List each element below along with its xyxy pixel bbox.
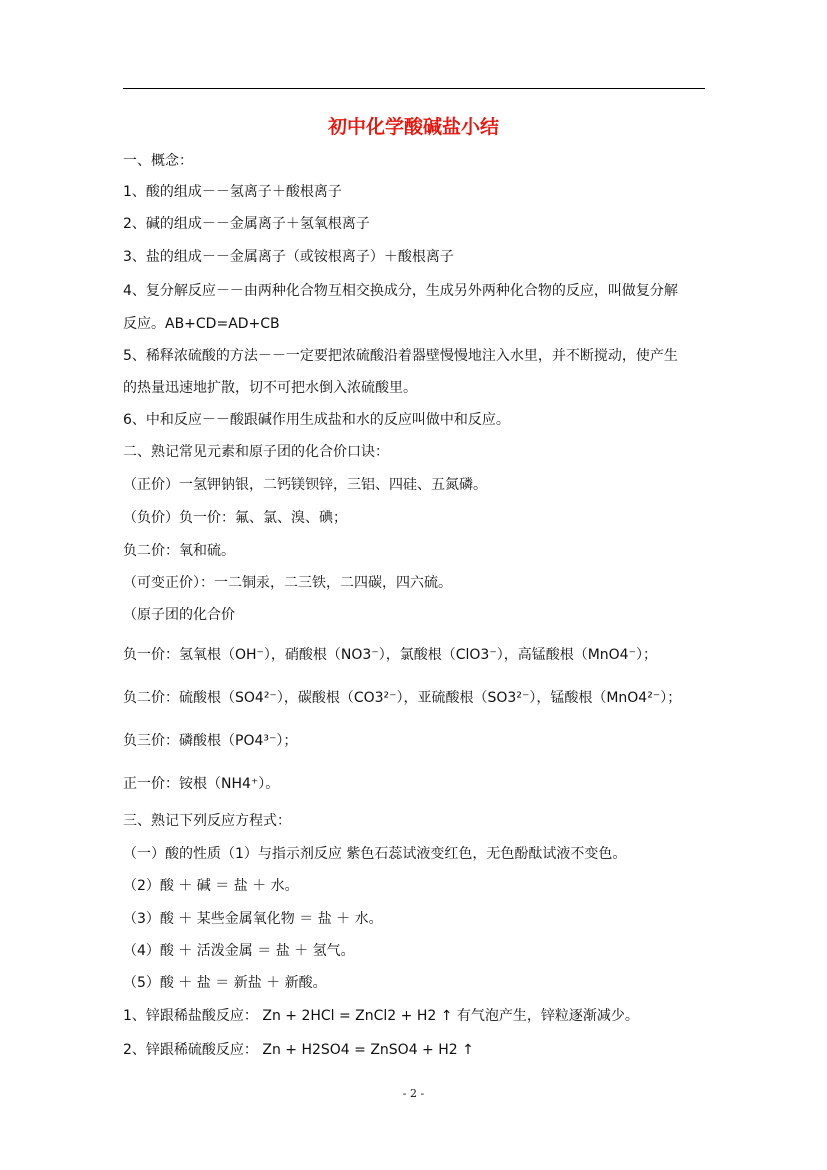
text-line: 5、稀释浓硫酸的方法－－一定要把浓硫酸沿着器壁慢慢地注入水里，并不断搅动，使产生 <box>123 348 678 364</box>
text-line: 2、锌跟稀硫酸反应： Zn + H2SO4 = ZnSO4 + H2 ↑ <box>123 1042 474 1058</box>
text-line: （4）酸 ＋ 活泼金属 ＝ 盐 ＋ 氢气。 <box>123 943 355 959</box>
text-line: 负二价：氧和硫。 <box>123 543 235 559</box>
text-line: （2）酸 ＋ 碱 ＝ 盐 ＋ 水。 <box>123 878 299 894</box>
header-rule <box>123 88 705 89</box>
text-line: （可变正价）：一二铜汞，二三铁，二四碳，四六硫。 <box>123 575 452 591</box>
text-line: 1、酸的组成－－氢离子＋酸根离子 <box>123 184 342 200</box>
text-line: （5）酸 ＋ 盐 ＝ 新盐 ＋ 新酸。 <box>123 975 327 991</box>
text-line: 负一价：氢氧根（OH⁻），硝酸根（NO3⁻），氯酸根（ClO3⁻），高锰酸根（MnO4⁻）； <box>123 647 657 663</box>
text-line: 的热量迅速地扩散，切不可把水倒入浓硫酸里。 <box>123 380 417 396</box>
text-line: 6、中和反应－－酸跟碱作用生成盐和水的反应叫做中和反应。 <box>123 412 510 428</box>
text-line: 三、熟记下列反应方程式： <box>123 813 291 829</box>
text-line: 1、锌跟稀盐酸反应： Zn + 2HCl = ZnCl2 + H2 ↑ 有气泡产生，锌粒逐渐减少。 <box>123 1008 639 1024</box>
text-line: （原子团的化合价 <box>123 607 235 623</box>
text-line: 负二价：硫酸根（SO4²⁻），碳酸根（CO3²⁻），亚硫酸根（SO3²⁻），锰酸根（MnO4²⁻）； <box>123 690 682 706</box>
text-line: 反应。AB+CD=AD+CB <box>123 316 280 332</box>
text-line: （负价）负一价：氟、氯、溴、碘； <box>123 510 347 526</box>
text-line: 2、碱的组成－－金属离子＋氢氧根离子 <box>123 216 370 232</box>
text-line: 二、熟记常见元素和原子团的化合价口诀： <box>123 444 389 460</box>
document-title: 初中化学酸碱盐小结 <box>327 116 499 138</box>
page-number: - 2 - <box>402 1087 425 1100</box>
text-line: （正价）一氢钾钠银，二钙镁钡锌，三铝、四硅、五氮磷。 <box>123 477 487 493</box>
text-line: （一）酸的性质（1）与指示剂反应 紫色石蕊试液变红色，无色酚酞试液不变色。 <box>123 846 627 862</box>
text-line: 4、复分解反应－－由两种化合物互相交换成分，生成另外两种化合物的反应，叫做复分解 <box>123 283 678 299</box>
text-line: 正一价：铵根（NH4⁺）。 <box>123 776 280 792</box>
text-line: 一、概念： <box>123 153 193 169</box>
text-line: 3、盐的组成－－金属离子（或铵根离子）＋酸根离子 <box>123 249 454 265</box>
text-line: 负三价：磷酸根（PO4³⁻）； <box>123 733 298 749</box>
text-line: （3）酸 ＋ 某些金属氧化物 ＝ 盐 ＋ 水。 <box>123 911 383 927</box>
